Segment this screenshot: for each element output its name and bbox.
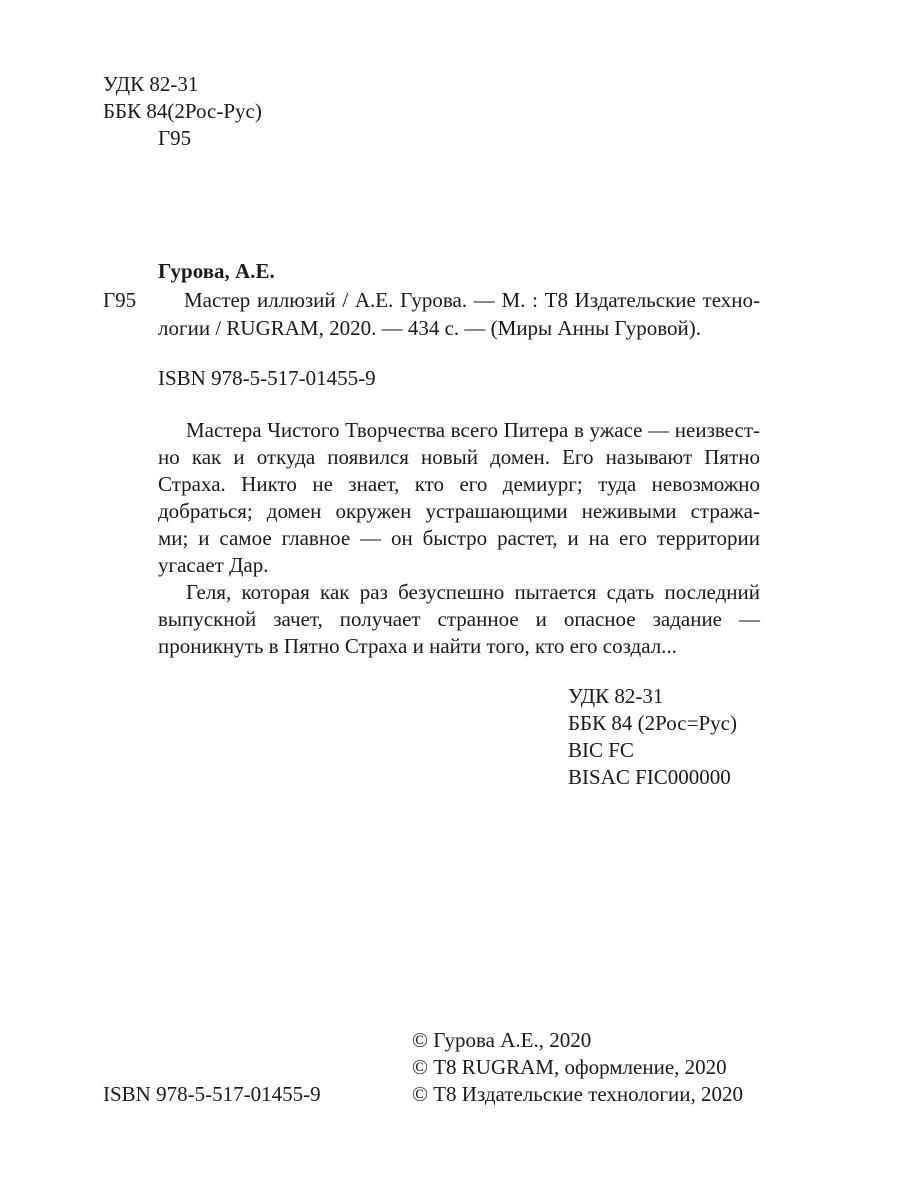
annotation-p2-line-3: проникнуть в Пятно Страха и найти того, кто его создал... (158, 634, 677, 658)
catalog-description-line-1: Мастер иллюзий / А.Е. Гурова. — М. : Т8 Издательские техно- (184, 288, 760, 312)
bisac-code: BISAC FIC000000 (568, 765, 731, 789)
annotation-p1-line-3: Страха. Никто не знает, кто его демиург; туда невозможно (158, 472, 760, 496)
copyright-author: © Гурова А.Е., 2020 (412, 1028, 592, 1052)
udk-code: УДК 82-31 (568, 684, 664, 708)
annotation-p1-line-6: угасает Дар. (158, 553, 269, 577)
annotation-p1-line-2: но как и откуда появился новый домен. Его называют Пятно (158, 445, 760, 469)
annotation-p1-line-4: добраться; домен окружен устрашающими неживыми стража- (158, 499, 760, 523)
annotation-p2-line-2: выпускной зачет, получает странное и опасное задание — (158, 607, 760, 631)
bbk-code: ББК 84 (2Рос=Рус) (568, 711, 737, 735)
annotation-p2-line-1: Геля, которая как раз безуспешно пытается сдать последний (186, 580, 760, 604)
copyright-design: © Т8 RUGRAM, оформление, 2020 (412, 1055, 727, 1079)
annotation-p1-line-5: ми; и самое главное — он быстро растет, и на его территории (158, 526, 760, 550)
author-mark-card: Г95 (103, 288, 137, 312)
footer-isbn: ISBN 978-5-517-01455-9 (103, 1082, 321, 1106)
copyright-publisher: © Т8 Издательские технологии, 2020 (412, 1082, 743, 1106)
catalog-description-line-2: логии / RUGRAM, 2020. — 434 с. — (Миры Анны Гуровой). (158, 316, 702, 340)
catalog-isbn: ISBN 978-5-517-01455-9 (158, 366, 376, 390)
author-mark-top: Г95 (158, 126, 192, 150)
annotation-p1-line-1: Мастера Чистого Творчества всего Питера в ужасе — неизвест- (186, 418, 760, 442)
author-heading: Гурова, А.Е. (158, 259, 275, 283)
udk-code-top: УДК 82-31 (103, 72, 199, 96)
bic-code: BIC FC (568, 738, 634, 762)
bbk-code-top: ББК 84(2Рос-Рус) (103, 99, 262, 123)
